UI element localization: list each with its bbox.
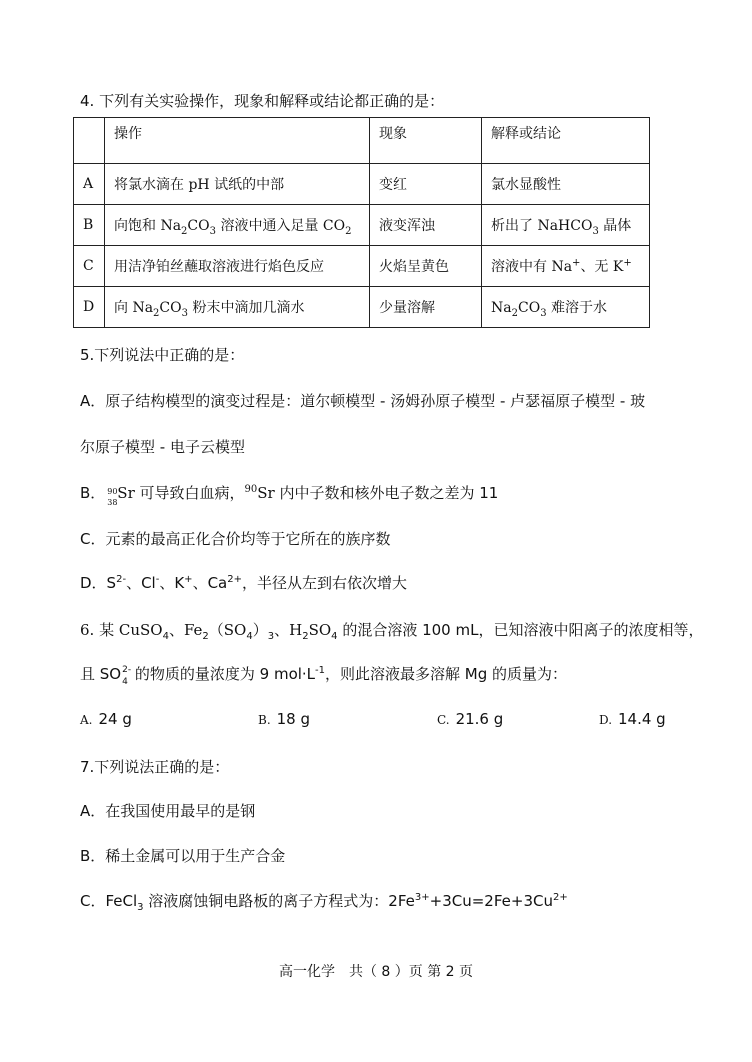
q5-option-a-line2: 尔原子模型 - 电子云模型 bbox=[80, 438, 245, 456]
row-label: C bbox=[74, 246, 105, 287]
q6-stem-line1: 6. 某 CuSO$_4$、$Fe_2(SO_4)_3$、$H_2SO_4$ 的混合溶液 100 mL，已知溶液中阳离子的浓度相等， bbox=[80, 621, 704, 642]
q7-option-a: A．在我国使用最早的是钢 bbox=[80, 802, 256, 820]
row-conclusion: 析出了 NaHCO$_3$ 晶体 bbox=[482, 205, 650, 246]
row-conclusion: 溶液中有 Na+、无 K+ bbox=[482, 246, 650, 287]
q7-stem: 7.下列说法正确的是： bbox=[80, 758, 230, 776]
q6-stem-line2: 且 SO 2- 4 的物质的量浓度为 9 $mol\cdot L^{-1}$，则此溶液最多溶解 Mg 的质量为： bbox=[80, 665, 568, 687]
q5-option-b: B． 90 38 Sr 可导致白血病，$^{90}$Sr 内中子数和核外电子数之差为 11 bbox=[80, 484, 499, 507]
q4-stem: 4. 下列有关实验操作，现象和解释或结论都正确的是： bbox=[80, 92, 445, 110]
table-row bbox=[74, 164, 650, 205]
row-operation: 向饱和 $Na_2CO_3$ 溶液中通入足量 $CO_2$ bbox=[105, 205, 370, 246]
q6-option-b: B. 18 g bbox=[258, 710, 311, 728]
row-operation: 将氯水滴在 pH 试纸的中部 bbox=[105, 164, 370, 205]
q5-stem: 5.下列说法中正确的是： bbox=[80, 346, 245, 364]
q7-option-b: B．稀土金属可以用于生产合金 bbox=[80, 847, 286, 865]
table-header-row bbox=[74, 118, 650, 164]
header-cell-conclusion: 解释或结论 bbox=[482, 118, 650, 164]
q6-option-a: A. 24 g bbox=[80, 710, 132, 728]
q5-option-a-line1: A．原子结构模型的演变过程是：道尔顿模型 - 汤姆孙原子模型 - 卢瑟福原子模型 - 玻 bbox=[80, 392, 646, 410]
q7-option-c: C．FeCl$_3$ 溶液腐蚀铜电路板的离子方程式为：$2Fe^{3+}+3Cu=2Fe+3Cu^{2+}$ bbox=[80, 892, 568, 913]
header-cell-phenomenon: 现象 bbox=[370, 118, 482, 164]
q6-option-c: C. 21.6 g bbox=[437, 710, 504, 728]
q5-option-c: C．元素的最高正化合价均等于它所在的族序数 bbox=[80, 530, 391, 548]
row-phenomenon: 少量溶解 bbox=[370, 287, 482, 328]
row-label: A bbox=[74, 164, 105, 205]
row-phenomenon: 变红 bbox=[370, 164, 482, 205]
row-phenomenon: 火焰呈黄色 bbox=[370, 246, 482, 287]
table-row bbox=[74, 287, 650, 328]
row-conclusion: $Na_2CO_3$ 难溶于水 bbox=[482, 287, 650, 328]
row-operation: 向 $Na_2CO_3$ 粉末中滴加几滴水 bbox=[105, 287, 370, 328]
header-cell bbox=[74, 118, 105, 164]
table-row bbox=[74, 205, 650, 246]
q5-option-d: D．$S^{2-}$、Cl-、K+、$Ca^{2+}$，半径从左到右依次增大 bbox=[80, 574, 407, 592]
table-row bbox=[74, 246, 650, 287]
page-footer: 高一化学 共（ 8 ）页 第 2 页 bbox=[278, 964, 474, 980]
q6-option-d: D. 14.4 g bbox=[599, 710, 666, 728]
header-cell-operation: 操作 bbox=[105, 118, 370, 164]
row-operation: 用洁净铂丝蘸取溶液进行焰色反应 bbox=[105, 246, 370, 287]
row-label: B bbox=[74, 205, 105, 246]
row-conclusion: 氯水显酸性 bbox=[482, 164, 650, 205]
row-phenomenon: 液变浑浊 bbox=[370, 205, 482, 246]
q4-table bbox=[73, 117, 650, 328]
row-label: D bbox=[74, 287, 105, 328]
